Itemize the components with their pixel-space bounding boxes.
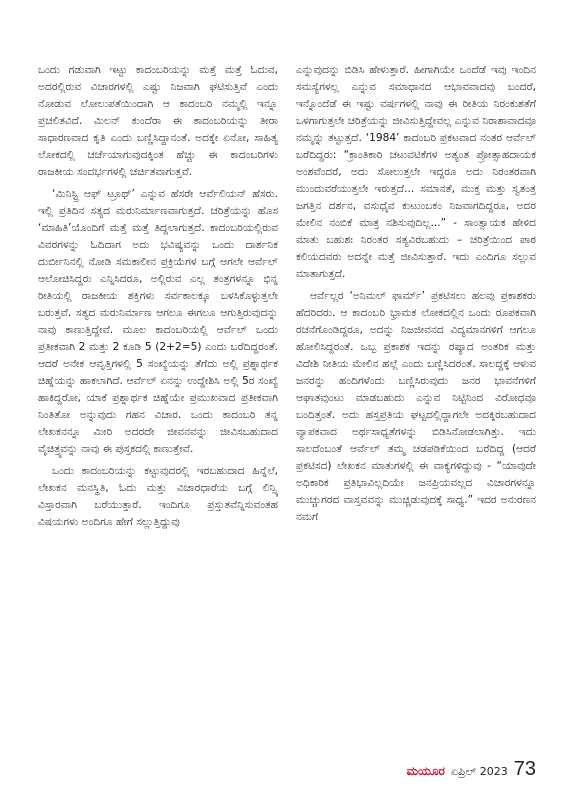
article-body <box>38 62 536 742</box>
magazine-brand: ಮಯೂರ <box>406 764 445 778</box>
paragraph: ಆರ್ವೆಲ್ಲರ ‘ಅನಿಮಲ್ ಫಾರ್ಮ್’ ಪ್ರಕಟಿಸಲು ಹಲವು ಪ್ರಕಾಶಕರು ಹೆದರಿದರು. ಆ ಕಾದಂಬರಿ ಭ್ರಾಮಕ ಲೋಕದಲ್ಲಿನ ಒಂದು ರೂಪಕವಾಗಿ ರಚನೆಗೊಂಡಿದ್ದರೂ, ಅದನ್ನು ನಿಜಜೀವನದ ವಿದ್ಯಮಾನಗಳಿಗೆ ಆಗಲೂ ಹೋಲಿಸಿದ್ದರಂತೆ. ಒಬ್ಬ ಪ್ರಕಾಶಕ ಇದನ್ನು ರಷ್ಯಾದ ಅಂತರಿಕ ಮತ್ತು ವಿದೇಶಿ ನೀತಿಯ ಮೇಲಿನ ಹಲ್ಲೆ ಎಂದು ಬಣ್ಣಿಸಿದರಂತೆ. ಸಾಲದ್ದಕ್ಕೆ ಆಳುವ ಜನರನ್ನು ಹಂದಿಗಳೆಂದು ಬಣ್ಣಿಸಿರುವುದು ಜನರ ಭಾವನೆಗಳಿಗೆ ಆಘಾತವುಂಟು ಮಾಡಬಹುದು ಎನ್ನುವ ನಿಟ್ಟಿನಿಂದ ವಿರೋಧವೂ ಬಂದಿತ್ತಂತೆ. ಅದು ಹಸ್ತಪ್ರತಿಯ ಘಟ್ಟದಲ್ಲಿದ್ದಾಗಲೇ ಅದಕ್ಕಿರಬಹುದಾದ ವ್ಯಾಪಕವಾದ ಅರ್ಥಸಾಧ್ಯತೆಗಳನ್ನು ಬಿಡಿಸಿನೋಡಲಾಗಿತ್ತು. ಇದು ಸಾಲದೆಂಬಂತೆ ಆರ್ವೆಲ್ ತಮ್ಮ ಚಡಪಡಿಕೆಯಿಂದ ಬರೆದಿದ್ದ (ಆದರೆ ಪ್ರಕಟಿಸದ) ಲೇಖಕನ ಮಾತುಗಳಲ್ಲಿ ಈ ವಾಕ್ಯಗಳಿದ್ದುವು - “ಯಾವುದೇ ಅಧಿಕಾರಿಕ ಪ್ರತಿಭಾವಿಲ್ಲದಿಯೇ ಜನಪ್ರಿಯವಲ್ಲದ ವಿಚಾರಗಳನ್ನೂ ಮುಚ್ಚುಗರದ ವಾಸ್ತವವನ್ನು ಮುಚ್ಚಿಡುವುದಕ್ಕೆ ಸಾಧ್ಯ.” ಇದರ ಅನುರಣನ ನಮಗೆ <box>296 290 536 523</box>
column-right <box>296 62 536 742</box>
paragraph: ಒಂದು ಗಡುವಾಗಿ ಇಟ್ಟು ಕಾದಂಬರಿಯನ್ನು ಮತ್ತೆ ಮತ್ತೆ ಓದುವ, ಅದರಲ್ಲಿರುವ ವಿಚಾರಗಳಲ್ಲಿ ಎಷ್ಟು ನಿಜವಾಗಿ ಘಟಿಸುತ್ತಿವೆ ಎಂದು ನೋಡುವ ಲೋಲುಪತೆಯಿಂದಾಗಿ ಆ ಕಾದಂಬರಿ ನಮ್ಮಲ್ಲಿ ಇನ್ನೂ ಪ್ರಚಲಿತವಿದೆ. ಮಿಲನ್ ಕುಂದೆರಾ ಈ ಕಾದಂಬರಿಯನ್ನು ತೀರಾ ಸಾಧಾರಣವಾದ ಕೃತಿ ಎಂದು ಬಣ್ಣಿಸಿದ್ದಾನಂತೆ. ಅದಕ್ಕೇ ಏನೋ, ಸಾಹಿತ್ಯ ಲೋಕದಲ್ಲಿ ಚರ್ಚೆಯಾಗುವುದಕ್ಕಿಂತ ಹೆಚ್ಚು ಈ ಕಾದಂಬರಿಗಳು ರಾಜಕೀಯ ಸಂದರ್ಭಗಳಲ್ಲಿ ಚರ್ಚಿತವಾಗುತ್ತವೆ. <box>38 64 278 178</box>
page-footer <box>407 758 536 781</box>
paragraph: ಒಂದು ಕಾದಂಬರಿಯನ್ನು ಕಟ್ಟುವುದರಲ್ಲಿ ಇರಬಹುದಾದ ಹಿನ್ನೆಲೆ, ಲೇಖಕನ ಮನಸ್ಥಿತಿ, ಓದು ಮತ್ತು ವಿಚಾರಧಾರೆಯ ಬಗ್ಗೆ ಲಿನ್ಸ್ಕಿ ವಿಸ್ತಾರವಾಗಿ ಬರೆಯುತ್ತಾರೆ. ಇಂದಿಗೂ ಪ್ರಸ್ತುತವೆನ್ನಿಸುವಂತಹ ವಿಷಯಗಳು ಅಂದಿಗೂ ಹೇಗೆ ಸಲ್ಲುತ್ತಿದ್ದುವು <box>38 465 278 528</box>
page-number: 73 <box>513 758 536 780</box>
issue-date: ಏಪ್ರಿಲ್ 2023 <box>450 765 508 778</box>
paragraph: ಎನ್ನುವುದನ್ನು ಬಿಡಿಸಿ ಹೇಳುತ್ತಾರೆ. ಹೀಗಾಗಿಯೇ ಒಂದೆಡೆ ಇವು ಇಂದಿನ ಸಮಸ್ಯೆಗಳಲ್ಲ ಎನ್ನುವ ಸಮಾಧಾನದ ಆಭಾವವಾದವು ಬಂದರೆ, ಇನ್ನೊಂದೆಡೆ ಈ ಇಷ್ಟು ವರ್ಷಗಳಲ್ಲಿ ನಾವು ಈ ರೀತಿಯ ನಿರಂಕುಶತೆಗೆ ಒಳಗಾಗುತ್ತಲೇ ಚರಿತ್ರೆಯನ್ನು ಜೀವಿಸುತ್ತಿದ್ದೇವಲ್ಲ ಎನ್ನುವ ನಿರಾಶಾವಾದವೂ ನಮ್ಮನ್ನು ತಟ್ಟುತ್ತದೆ. ‘1984’ ಕಾದಂಬರಿ ಪ್ರಕಟವಾದ ನಂತರ ಆರ್ವೆಲ್ ಬರೆದಿದ್ದರು: “ಕ್ರಾಂತಿಕಾರಿ ಚಟುವಟಿಕೆಗಳ ಅತ್ಯಂತ ಪ್ರೋತ್ಸಾಹದಾಯಕ ಅಂಶವೆಂದರೆ, ಅದು ಸೋಲುತ್ತಲೇ ಇದ್ದರೂ ಅದು ನಿರಂತರವಾಗಿ ಮುಂದುವರೆಯುತ್ತಲೇ ಇರುತ್ತದೆ... ಸಮಾನತೆ, ಮುಕ್ತ ಮತ್ತು ಸ್ವತಂತ್ರ ಜಗತ್ತಿನ ದರ್ಶನ, ವಸುಧೈವ ಕುಟುಂಬಕಂ ನಿಜವಾಗದಿದ್ದರೂ, ಅದರ ಮೇಲಿನ ನಂಬಿಕೆ ಮಾತ್ರ ನಶಿಸುವುದಿಲ್ಲ...” - ಸಾಂತ್ವಾಯಕ ಹೇಳಿದ ಮಾತು ಬಹುಶಃ ನಿರಂತರ ಸತ್ಯವಿರಬಹುದು – ಚರಿತ್ರೆಯಿಂದ ಪಾಠ ಕಲಿಯದವರು ಅದನ್ನೇ ಮತ್ತೆ ಜೀವಿಸುತ್ತಾರೆ. ಇದು ಎಂದಿಗೂ ಸಲ್ಲುವ ಮಾತಾಗುತ್ತದೆ. <box>296 64 536 280</box>
column-left <box>38 62 278 742</box>
paragraph: ‘ಮಿನಿಸ್ಟ್ರಿ ಆಫ್ ಟ್ರೂಥ್’ ಎನ್ನುವ ಹೆಸರೇ ಆರ್ವೆಲಿಯನ್ ಹೆಸರು. ಇಲ್ಲಿ ಪ್ರತಿದಿನ ಸತ್ಯದ ಮರುನಿರ್ಮಾಣವಾಗುತ್ತದೆ. ಚರಿತ್ರೆಯನ್ನು ಹೊಸ ‘ಮಾಹಿತಿ’ಯೊಂದಿಗೆ ಮತ್ತೆ ಮತ್ತೆ ತಿದ್ದಲಾಗುತ್ತದೆ. ಕಾದಂಬರಿಯಲ್ಲಿರುವ ವಿವರಗಳನ್ನು ಓದಿದಾಗ ಅದು ಭವಿಷ್ಯವನ್ನು ಒಂದು ದಾರ್ಶನಿಕ ದುರ್ಬೀನಿನಲ್ಲಿ ನೋಡಿ ಸಮಕಾಲೀನ ಪ್ರಕ್ರಿಯೆಗಳ ಬಗ್ಗೆ ಆಗಲೇ ಆರ್ವೆಲ್ ಆಲೋಚಿಸಿದ್ದರು ಎನ್ನಿಸಿದರೂ, ಅಲ್ಲಿರುವ ಎಲ್ಲ ತಂತ್ರಗಳನ್ನೂ ಭಿನ್ನ ರೀತಿಯಲ್ಲಿ ರಾಜಕೀಯ ಶಕ್ತಿಗಳು ಸರ್ವಕಾಲಕ್ಕೂ ಬಳಸಿಕೊಳ್ಳುತ್ತಲೇ ಬರುತ್ತವೆ. ಸತ್ಯದ ಮರುನಿರ್ಮಾಣ ಆಗಲೂ ಈಗಲೂ ಆಗುತ್ತಿರುವುದನ್ನು ನಾವು ಕಾಣುತ್ತಿದ್ದೇವೆ. ಮೂಲ ಕಾದಂಬರಿಯಲ್ಲಿ ಆರ್ವೆಲ್ ಒಂದು ಪ್ರತೀಕವಾಗಿ 2 ಮತ್ತು 2 ಕೂಡಿ 5 (2+2=5) ಎಂದು ಬರೆದಿದ್ದರಂತೆ. ಆದರೆ ಅನೇಕ ಆವೃತ್ತಿಗಳಲ್ಲಿ 5 ಸಂಖ್ಯೆಯನ್ನು ತೆಗೆದು ಅಲ್ಲಿ ಪ್ರಶ್ನಾರ್ಥಕ ಚಿಹ್ನೆಯನ್ನು ಹಾಕಲಾಗಿದೆ. ಆರ್ವೆಲ್ ಏನನ್ನು ಉದ್ದೇಶಿಸಿ ಅಲ್ಲಿ 5ರ ಸಂಖ್ಯೆ ಹಾಕಿದ್ದರೋ, ಯಾಕೆ ಪ್ರಶ್ನಾರ್ಥಕ ಚಿಹ್ನೆಯೇ ಪ್ರಮುಖವಾದ ಪ್ರತೀಕವಾಗಿ ನಿಂತಿತೋ ಅನ್ನುವುದು ಗಹನ ವಿಚಾರ. ಒಂದು ಕಾದಂಬರಿ ತನ್ನ ಲೇಖಕನನ್ನೂ ಮೀರಿ ಅದರದೇ ಜೀವನವನ್ನು ಜೀವಿಸಬಹುದಾದ ವೈಚಿತ್ರ್ಯವನ್ನು ನಾವು ಈ ಪುಸ್ತಕದಲ್ಲಿ ಕಾಣುತ್ತೇವೆ. <box>38 188 278 455</box>
